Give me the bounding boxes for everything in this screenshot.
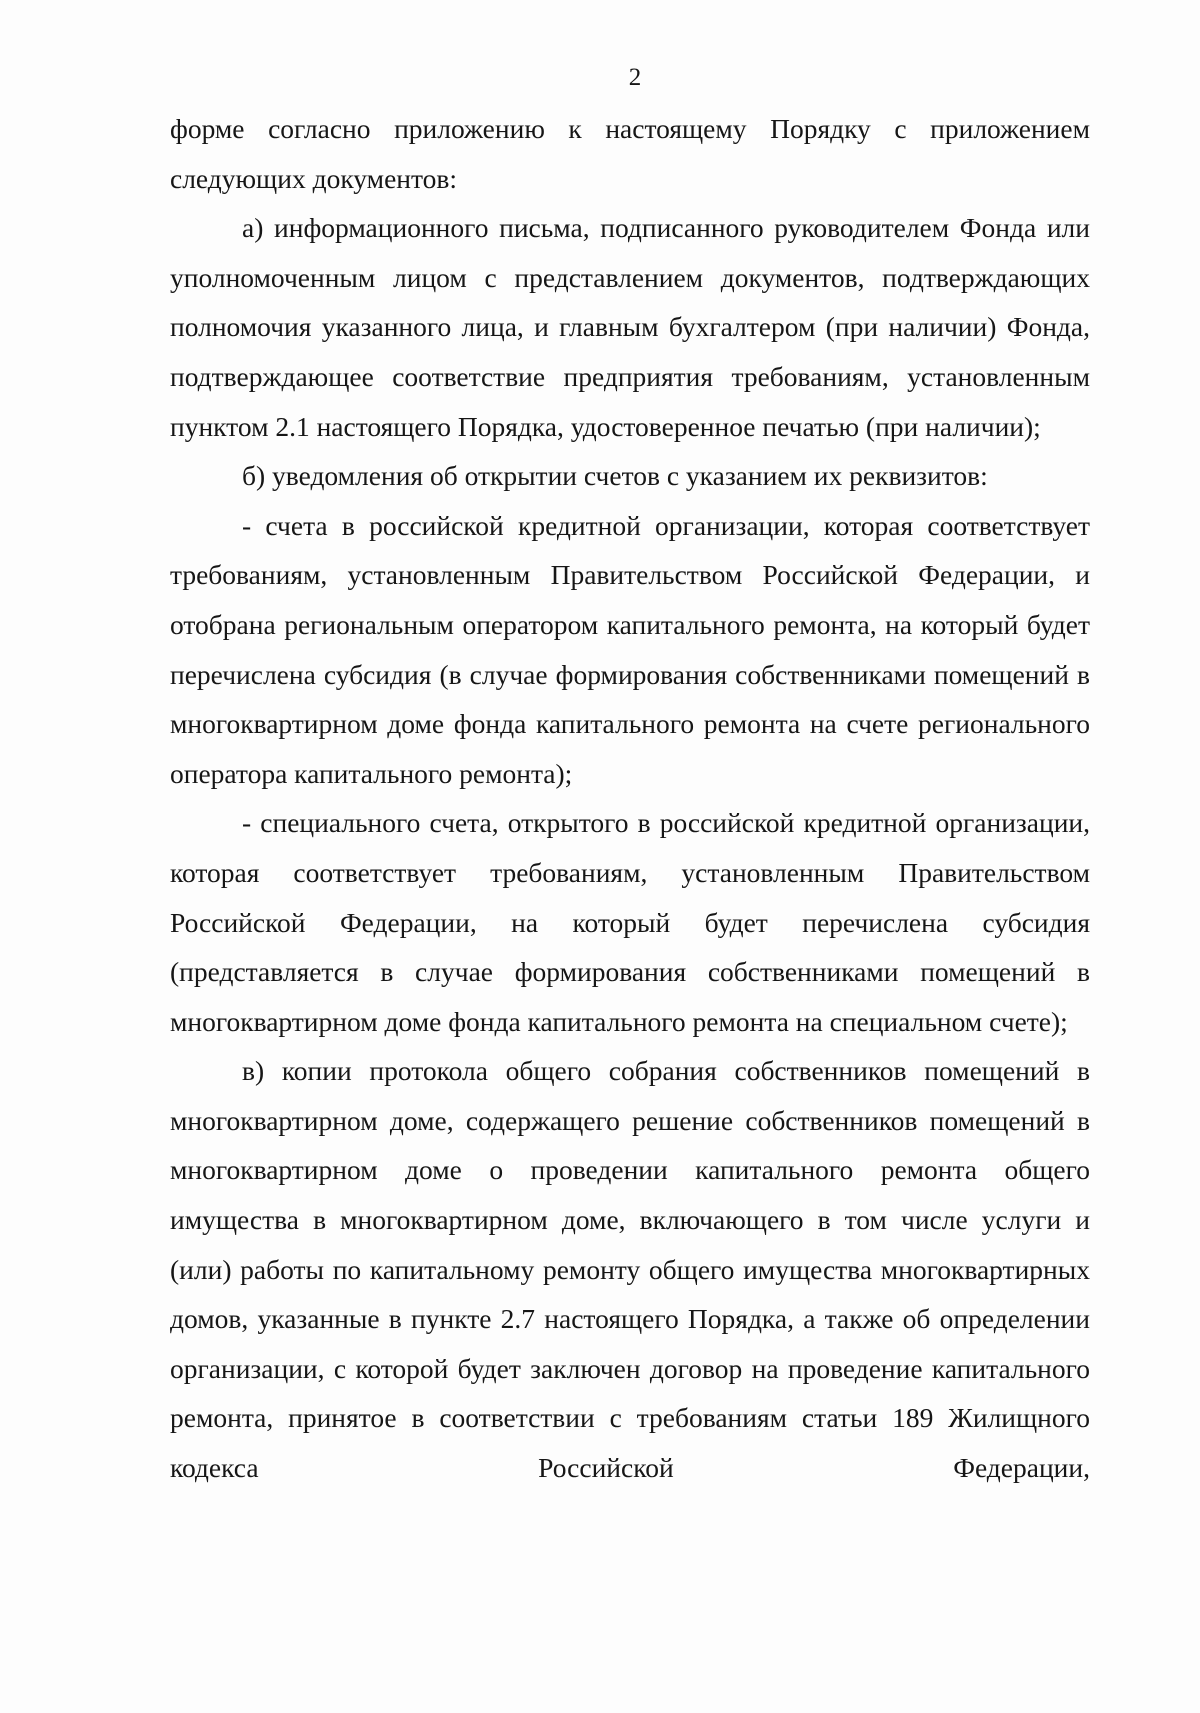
paragraph-special-account: - специального счета, открытого в российской кредитной организации, которая соответствует требованиям, установленным Правительством Российской Федерации, на который будет перечислена субсидия (представляется в случае формирования собственниками помещений в многоквартирном доме фонда капитального ремонта на специальном счете);	[170, 807, 1090, 1037]
paragraph-item-b: б) уведомления об открытии счетов с указанием их реквизитов:	[242, 460, 988, 492]
document-body	[170, 104, 1090, 1493]
paragraph-intro: форме согласно приложению к настоящему Порядку с приложением следующих документов:	[170, 113, 1090, 194]
paragraph-item-a: а) информационного письма, подписанного руководителем Фонда или уполномоченным лицом с представлением документов, подтверждающих полномочия указанного лица, и главным бухгалтером (при наличии) Фонда, подтверждающее соответствие предприятия требованиям, установленным пунктом 2.1 настоящего Порядка, удостоверенное печатью (при наличии);	[170, 212, 1090, 442]
paragraph-regional-account: - счета в российской кредитной организации, которая соответствует требованиям, установленным Правительством Российской Федерации, и отобрана региональным оператором капитального ремонта, на который будет перечислена субсидия (в случае формирования собственниками помещений в многоквартирном доме фонда капитального ремонта на счете регионального оператора капитального ремонта);	[170, 509, 1090, 789]
page-number: 2	[628, 64, 642, 91]
paragraph-item-v: в) копии протокола общего собрания собственников помещений в многоквартирном доме, содержащего решение собственников помещений в многоквартирном доме о проведении капитального ремонта общего имущества в многоквартирном доме, включающего в том числе услуги и (или) работы по капитальному ремонту общего имущества многоквартирных домов, указанные в пункте 2.7 настоящего Порядка, а также об определении организации, с которой будет заключен договор на проведение капитального ремонта, принятое в соответствии с требованиям статьи 189 Жилищного кодекса Российской Федерации,	[170, 1055, 1090, 1484]
